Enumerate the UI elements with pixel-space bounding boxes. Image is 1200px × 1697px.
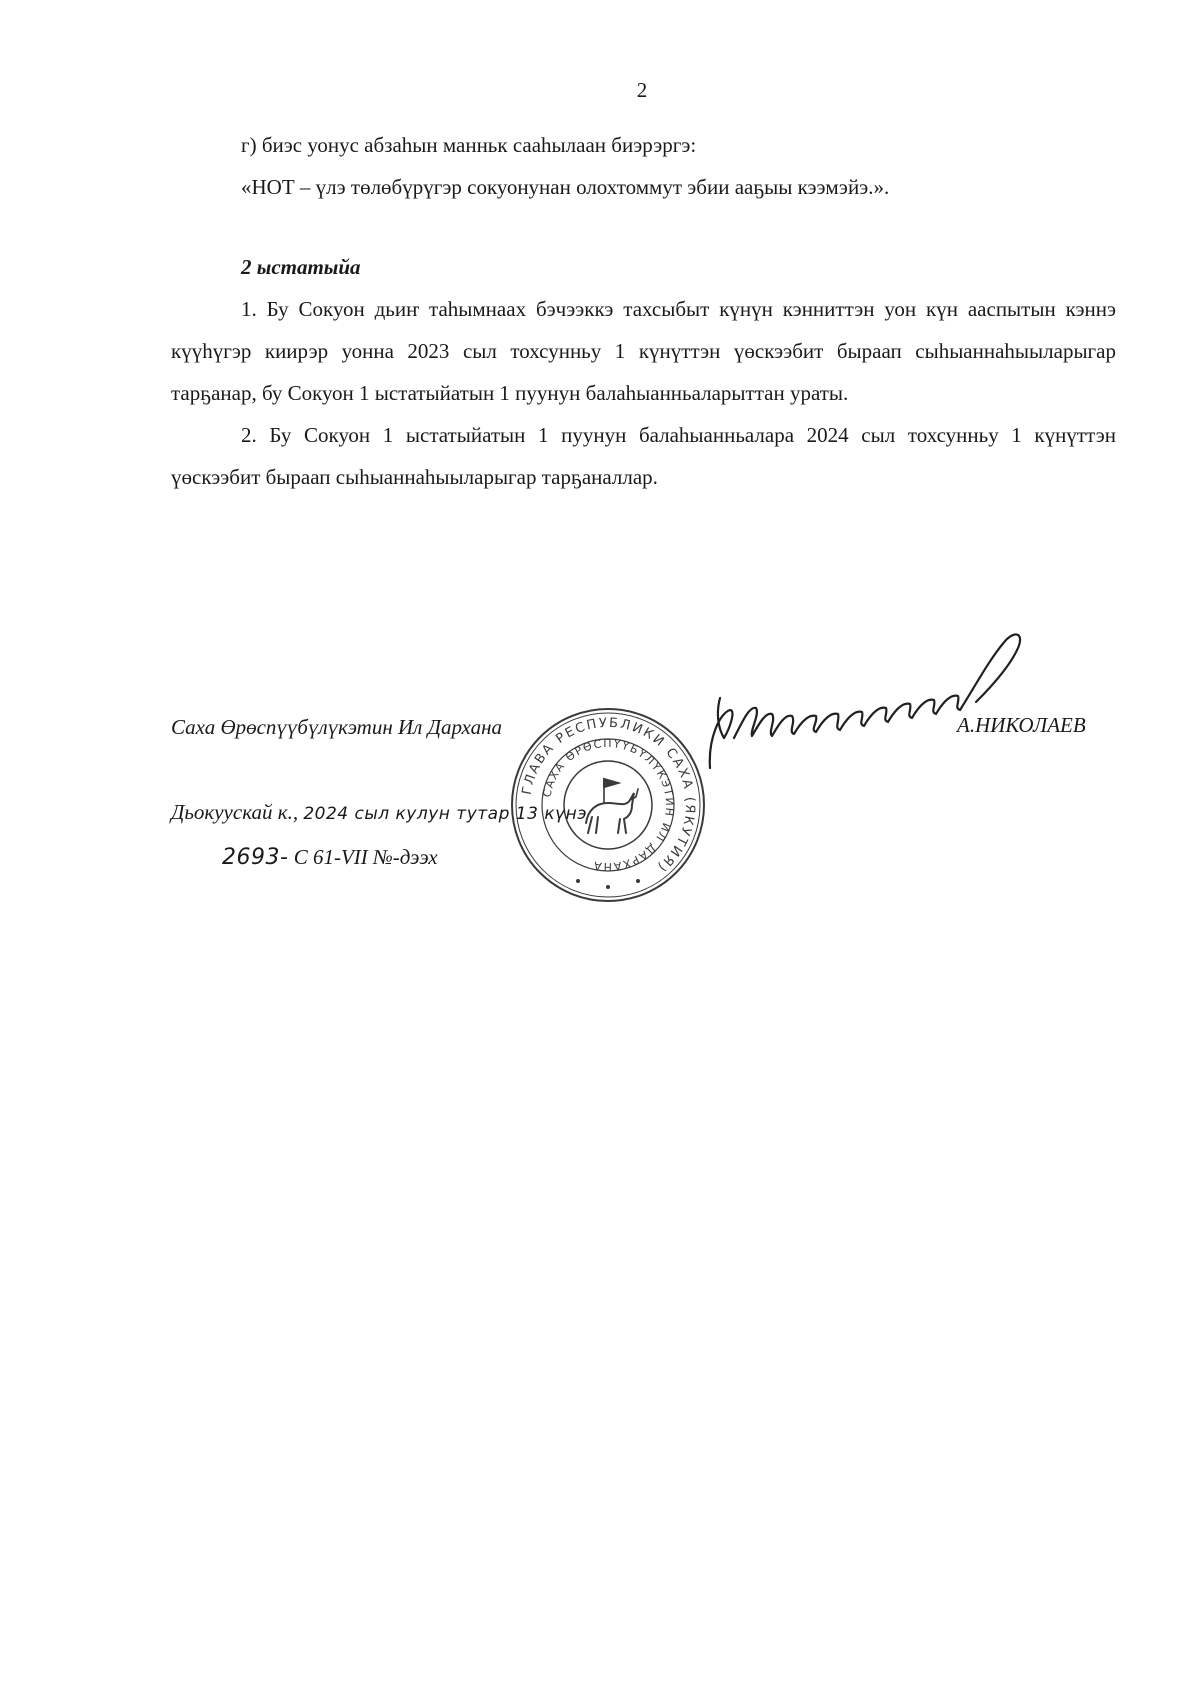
paragraph-spacer (171, 208, 1116, 246)
seal-inner-text: САХА ӨРӨСПҮҮБҮЛҮКЭТИН ИЛ ДАРХАНА (540, 736, 677, 874)
paragraph-1: г) биэс уонус абзаһын манньк сааһылаан биэрэргэ: (241, 133, 697, 157)
seal-star-marks (576, 879, 640, 889)
page-number: 2 (636, 78, 648, 102)
signatory-name: А.НИКОЛАЕВ (957, 713, 1086, 737)
document-body (171, 124, 1116, 498)
place-date-line (171, 800, 587, 825)
handwritten-signature (690, 618, 1060, 778)
handwritten-number: 2693- (222, 845, 289, 870)
registration-number-line (222, 845, 438, 870)
seal-horse-emblem (586, 779, 638, 833)
seal-outer-text: ГЛАВА РЕСПУБЛИКИ САХА (ЯКУТИЯ) (519, 715, 698, 876)
paragraph-3: 1. Бу Сокуон дьиҥ таһымнаах бэчээккэ тахсыбыт күнүн кэнниттэн уон күн ааспытын кэннэ күүһүгэр киирэр уонна 2023 сыл тохсунньу 1 күнүттэн үөскээбит быраап сыһыаннаһыыларыгар тарҕанар, бу Сокуон 1 ыстатыйатын 1 пуунун балаһыанньаларыттан ураты. (171, 297, 1116, 405)
handwritten-date: 2024 сыл кулун тутар 13 күнэ (303, 804, 588, 824)
paragraph-4: 2. Бу Сокуон 1 ыстатыйатын 1 пуунун балаһыанньалара 2024 сыл тохсунньу 1 күнүттэн үөскээбит быраап сыһыаннаһыыларыгар тарҕаналлар. (171, 423, 1116, 489)
signatory-title: Саха Өрөспүүбүлүкэтин Ил Дархана (171, 715, 502, 739)
article-heading: 2 ыстатыйа (241, 255, 361, 279)
place-label: Дьокуускай к., (171, 800, 299, 824)
register-suffix: С 61-VII №-дээх (293, 845, 438, 869)
paragraph-2: «НОТ – үлэ төлөбүрүгэр сокуонунан олохтоммут эбии ааҕыы кээмэйэ.». (241, 175, 890, 199)
